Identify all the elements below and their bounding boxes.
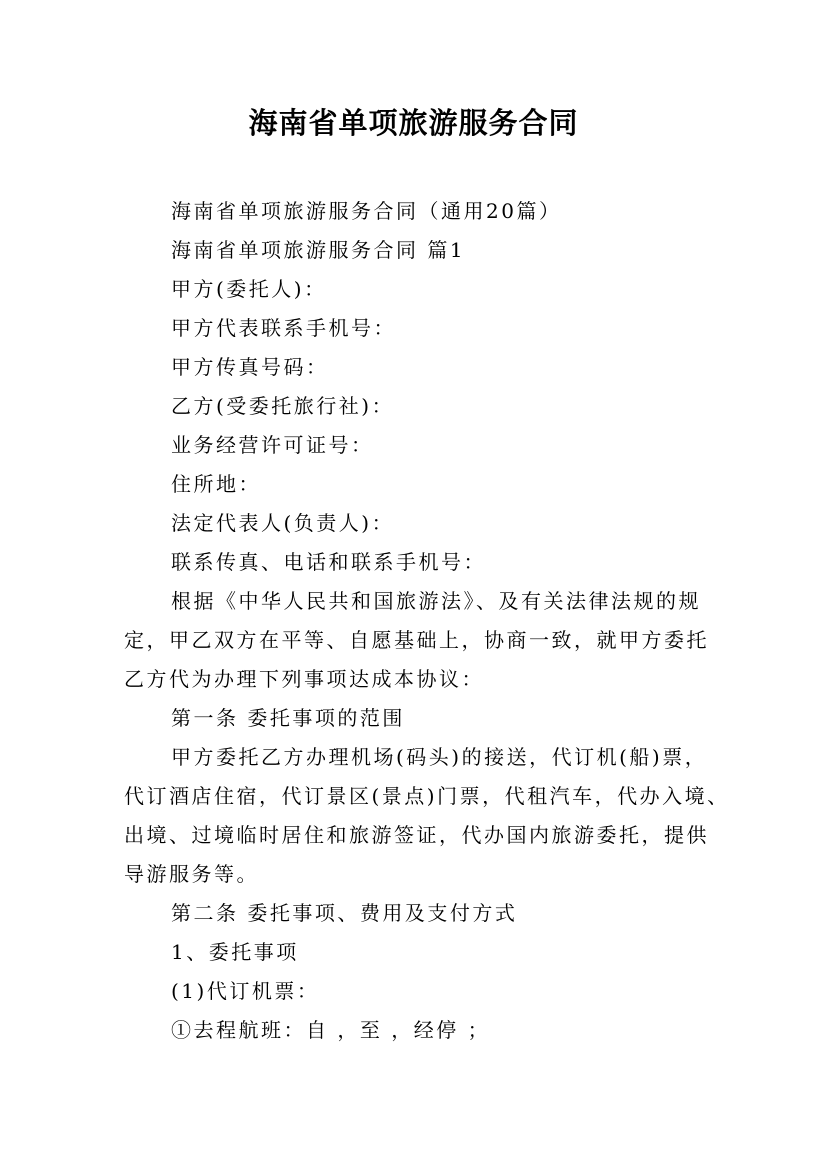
section-heading-line: 海南省单项旅游服务合同 篇1 bbox=[171, 238, 466, 262]
address-line: 住所地： bbox=[171, 472, 261, 496]
paragraph-line: 导游服务等。 bbox=[124, 862, 259, 886]
paragraph-line: 根据《中华人民共和国旅游法》、及有关法律法规的规 bbox=[171, 589, 701, 613]
paragraph-line: 乙方代为办理下列事项达成本协议： bbox=[124, 667, 484, 691]
paragraph-line: 甲方委托乙方办理机场(码头)的接送，代订机(船)票， bbox=[171, 745, 708, 769]
article-heading-line: 第二条 委托事项、费用及支付方式 bbox=[171, 901, 518, 925]
subtitle-line: 海南省单项旅游服务合同（通用20篇） bbox=[171, 199, 562, 223]
paragraph-line: 代订酒店住宿，代订景区(景点)门票，代租汽车，代办入境、 bbox=[124, 784, 730, 808]
license-number-line: 业务经营许可证号： bbox=[171, 433, 374, 457]
paragraph-line: 定，甲乙双方在平等、自愿基础上，协商一致，就甲方委托 bbox=[124, 628, 709, 652]
paragraph-line: 出境、过境临时居住和旅游签证，代办国内旅游委托，提供 bbox=[124, 823, 709, 847]
party-a-fax-line: 甲方传真号码： bbox=[171, 355, 329, 379]
contact-line: 联系传真、电话和联系手机号： bbox=[171, 550, 486, 574]
article-heading-line: 第一条 委托事项的范围 bbox=[171, 706, 405, 730]
party-a-phone-line: 甲方代表联系手机号： bbox=[171, 316, 396, 340]
item-line: (1)代订机票： bbox=[171, 979, 320, 1003]
party-b-line: 乙方(受委托旅行社)： bbox=[171, 394, 395, 418]
legal-representative-line: 法定代表人(负责人)： bbox=[171, 511, 395, 535]
party-a-line: 甲方(委托人)： bbox=[171, 277, 327, 301]
item-line: ①去程航班：自 ，至 ，经停 ； bbox=[171, 1018, 491, 1042]
subsection-line: 1、委托事项 bbox=[171, 940, 299, 964]
document-title: 海南省单项旅游服务合同 bbox=[248, 106, 579, 140]
